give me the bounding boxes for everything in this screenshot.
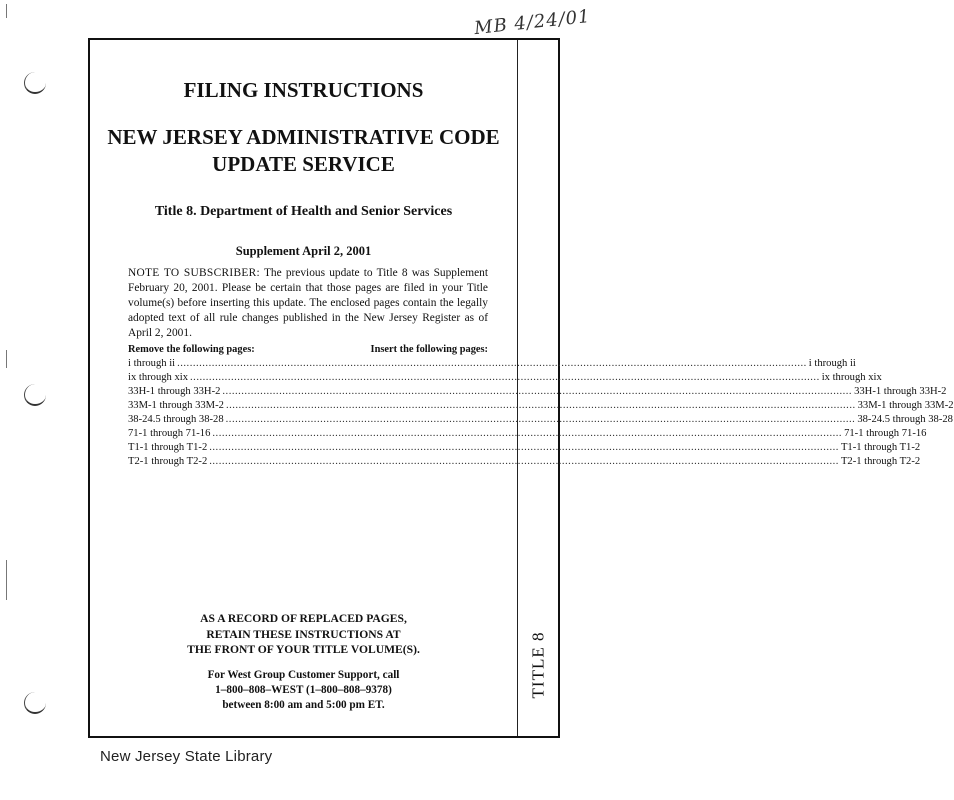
- punch-hole-top: [24, 72, 46, 94]
- title-tab: [521, 620, 555, 710]
- remove-pages: T1-1 through T1-2: [128, 442, 208, 453]
- record-notice-line2: RETAIN THESE INSTRUCTIONS AT: [206, 627, 401, 641]
- remove-pages: i through ii: [128, 358, 176, 369]
- remove-pages: 38-24.5 through 38-28: [128, 414, 224, 425]
- supplement-date: Supplement April 2, 2001: [235, 244, 372, 258]
- pages-table: [128, 343, 954, 469]
- code-title: [90, 124, 517, 178]
- table-row: [128, 357, 856, 371]
- table-row: [128, 413, 953, 427]
- dot-leader: ........................................................................................................................................................................................................: [209, 442, 839, 453]
- record-notice: [90, 611, 517, 658]
- record-notice-line3: THE FRONT OF YOUR TITLE VOLUME(S).: [187, 643, 420, 656]
- handwritten-date-note: MB 4/24/01: [473, 5, 592, 40]
- page-title: FILING INSTRUCTIONS: [183, 78, 424, 102]
- dot-leader: ........................................................................................................................................................................................................: [222, 386, 853, 397]
- subscriber-note-lead: NOTE TO SUBSCRIBER:: [128, 267, 260, 279]
- dot-leader: ........................................................................................................................................................................................................: [225, 414, 856, 425]
- title-tab-label: TITLE 8: [528, 631, 548, 699]
- code-title-line2: UPDATE SERVICE: [212, 152, 395, 176]
- insert-pages: 33M-1 through 33M-2: [857, 400, 954, 411]
- remove-pages: 33M-1 through 33M-2: [128, 400, 224, 411]
- punch-hole-bottom: [24, 692, 46, 714]
- insert-pages: T1-1 through T1-2: [840, 442, 921, 453]
- remove-pages: 33H-1 through 33H-2: [128, 386, 221, 397]
- insert-pages: 71-1 through 71-16: [844, 428, 927, 439]
- binding-edge-mark: [6, 560, 7, 600]
- binding-edge-mark: [6, 350, 7, 368]
- remove-pages: ix through xix: [128, 372, 189, 383]
- remove-pages: T2-1 through T2-2: [128, 456, 208, 467]
- punch-hole-middle: [24, 384, 46, 406]
- subscriber-note-body: The previous update to Title 8 was Supplement February 20, 2001. Please be certain that those pages are filed in your Title volume(s) before inserting this update. The enclosed pages contain the legally adopted text of all rule changes published in the New Jersey Register as of April 2, 2001.: [128, 267, 488, 339]
- dot-leader: ........................................................................................................................................................................................................: [212, 428, 843, 439]
- insert-pages: 38-24.5 through 38-28: [857, 414, 953, 425]
- remove-pages-header: Remove the following pages:: [128, 344, 255, 355]
- customer-support: [90, 668, 517, 713]
- table-row: [128, 399, 954, 413]
- dot-leader: ........................................................................................................................................................................................................: [177, 358, 807, 369]
- record-notice-line1: AS A RECORD OF REPLACED PAGES,: [200, 612, 407, 625]
- table-row: [128, 441, 921, 455]
- insert-pages-header: Insert the following pages:: [370, 344, 488, 355]
- insert-pages: ix through xix: [821, 372, 882, 383]
- table-row: [128, 371, 882, 385]
- table-row: [128, 455, 921, 469]
- insert-pages: i through ii: [808, 358, 856, 369]
- library-stamp: New Jersey State Library: [100, 748, 273, 765]
- subscriber-note: [128, 266, 488, 341]
- code-title-line1: NEW JERSEY ADMINISTRATIVE CODE: [107, 125, 500, 149]
- title-subject: Title 8. Department of Health and Senior Services: [154, 204, 453, 219]
- binding-edge-mark: [6, 4, 7, 18]
- table-row: [128, 427, 927, 441]
- insert-pages: T2-1 through T2-2: [840, 456, 921, 467]
- support-phone: 1–800–808–WEST (1–800–808–9378): [215, 684, 392, 696]
- table-row: [128, 385, 947, 399]
- pages-table-header: [128, 343, 488, 357]
- dot-leader: ........................................................................................................................................................................................................: [225, 400, 856, 411]
- support-hours: between 8:00 am and 5:00 pm ET.: [222, 699, 385, 711]
- support-line1: For West Group Customer Support, call: [207, 669, 400, 681]
- remove-pages: 71-1 through 71-16: [128, 428, 211, 439]
- insert-pages: 33H-1 through 33H-2: [854, 386, 947, 397]
- dot-leader: ........................................................................................................................................................................................................: [190, 372, 820, 383]
- dot-leader: ........................................................................................................................................................................................................: [209, 456, 839, 467]
